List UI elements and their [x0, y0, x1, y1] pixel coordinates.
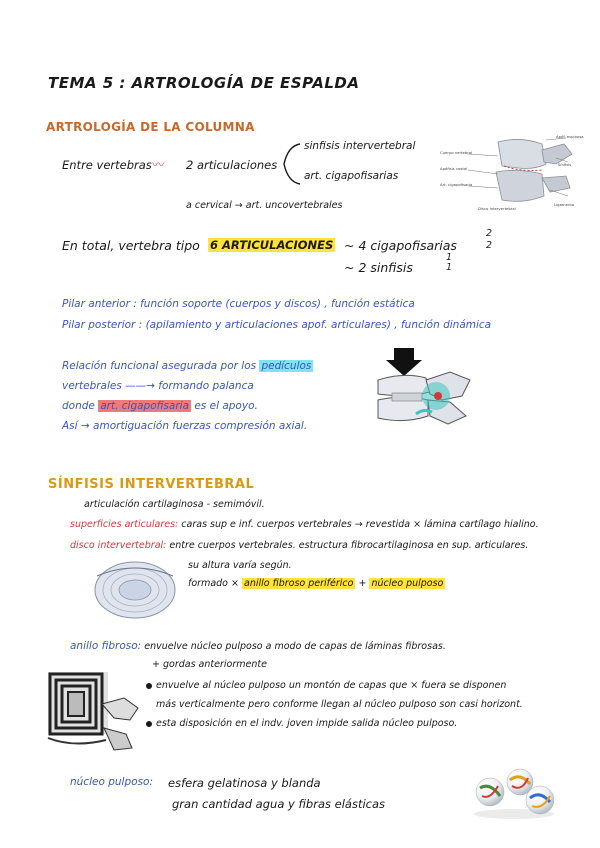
bullet-icon [146, 683, 152, 689]
relacion-line1 [62, 360, 313, 372]
cervical-note: a cervical → art. uncovertebrales [186, 200, 343, 211]
bullet2-text: esta disposición en el indv. joven impide salida núcleo pulposo. [156, 718, 458, 729]
pediculos-highlight: pedículos [261, 360, 312, 372]
vertebra-lever-figure [370, 344, 478, 436]
figure-label-7: Ligamento [554, 202, 575, 207]
bullet1-line-b: más verticalmente pero conforme llegan al núcleo pulposo son casi horizont. [156, 699, 523, 710]
relacion-line3 [62, 400, 258, 412]
total-highlight [208, 238, 335, 252]
two-articulations-text: 2 articulaciones [186, 158, 278, 172]
total-highlight-text: 6 ARTICULACIONES [210, 238, 334, 252]
anillo-line [70, 640, 446, 652]
figure-label-2: Apófisis costal [440, 166, 468, 171]
nucleo-line2: gran cantidad agua y fibras elásticas [172, 797, 386, 811]
plus-sign: + [358, 578, 367, 589]
bullet2-line [146, 718, 457, 729]
disco-line [70, 540, 528, 551]
total-sup-2a: 2 [486, 228, 493, 239]
bullet-icon [146, 721, 152, 727]
relacion-line3-a: donde [62, 400, 95, 412]
nucleo-highlight: núcleo pulposo [371, 578, 444, 589]
anillo-label: anillo fibroso: [70, 640, 142, 652]
total-prefix-text: En total, vertebra tipo [62, 238, 200, 253]
figure-label-1: Cuerpo vertebral [440, 150, 473, 155]
relacion-line1-a: Relación funcional asegurada por los [62, 360, 257, 372]
superficies-line [70, 519, 539, 530]
total-sup-1: 1 [446, 252, 453, 263]
figure-label-6: Sínfisis [558, 162, 572, 167]
nucleo-line1: esfera gelatinosa y blanda [168, 776, 321, 790]
formado-line [188, 578, 445, 589]
superficies-text: caras sup e inf. cuerpos vertebrales → revestida × lámina cartílago hialino. [181, 519, 539, 530]
sinfisis-branch-text: sinfisis intervertebral [304, 140, 416, 152]
vertebra-lateral-figure [438, 130, 588, 216]
total-sup-1b: 1 [446, 262, 453, 273]
cigapofisaria-highlight: art. cigapofisaria [100, 400, 189, 412]
intervertebral-disc-figure [92, 556, 178, 624]
entre-vertebras-text: Entre vertebras [62, 158, 152, 172]
relacion-line3-b: es el apoyo. [194, 400, 258, 412]
articulacion-text: articulación cartilaginosa - semimóvil. [84, 499, 265, 510]
bullet1-line-a [146, 680, 506, 691]
altura-text: su altura varía según. [188, 560, 292, 571]
disco-label: disco intervertebral: [70, 540, 167, 551]
pilar-posterior-text: Pilar posterior : (apilamiento y articulaciones apof. articulares) , función dinámica [62, 319, 492, 331]
relacion-line4: Así → amortiguación fuerzas compresión axial. [62, 420, 308, 432]
total-sup-2b: 2 [486, 240, 493, 251]
total-line1: ~ 4 cigapofisarias [344, 238, 457, 253]
bullet1-text-a: envuelve al núcleo pulposo un montón de capas que × fuera se disponen [156, 680, 507, 691]
section-heading-sinfisis: SÍNFISIS INTERVERTEBRAL [48, 477, 255, 492]
pilar-anterior-text: Pilar anterior : función soporte (cuerpos y discos) , función estática [62, 298, 415, 310]
section-heading-artrologia: ARTROLOGÍA DE LA COLUMNA [46, 120, 255, 134]
cigapofisarias-branch-text: art. cigapofisarias [304, 170, 399, 182]
nucleo-label: núcleo pulposo: [70, 776, 153, 788]
marbles-figure [470, 762, 560, 820]
figure-label-5: Apóf. espinosa [556, 134, 584, 139]
figure-label-4: Disco intervertebral [478, 206, 516, 211]
brace-icon [274, 140, 304, 188]
figure-label-3: Art. cigapofisaria [440, 182, 473, 187]
formado-prefix: formado × [188, 578, 239, 589]
relacion-line2: vertebrales ——→ formando palanca [62, 380, 254, 392]
wave-icon: 〰 [152, 157, 165, 172]
disco-text: entre cuerpos vertebrales. estructura fibrocartilaginosa en sup. articulares. [169, 540, 529, 551]
page-title: TEMA 5 : ARTROLOGÍA DE ESPALDA [48, 74, 360, 92]
anillo-highlight: anillo fibroso periférico [244, 578, 354, 589]
total-line2: ~ 2 sinfisis [344, 260, 413, 275]
gordas-text: + gordas anteriormente [152, 659, 267, 670]
superficies-label: superficies articulares: [70, 519, 179, 530]
disc-section-figure [44, 668, 142, 754]
anillo-text: envuelve núcleo pulposo a modo de capas de láminas fibrosas. [144, 641, 446, 652]
